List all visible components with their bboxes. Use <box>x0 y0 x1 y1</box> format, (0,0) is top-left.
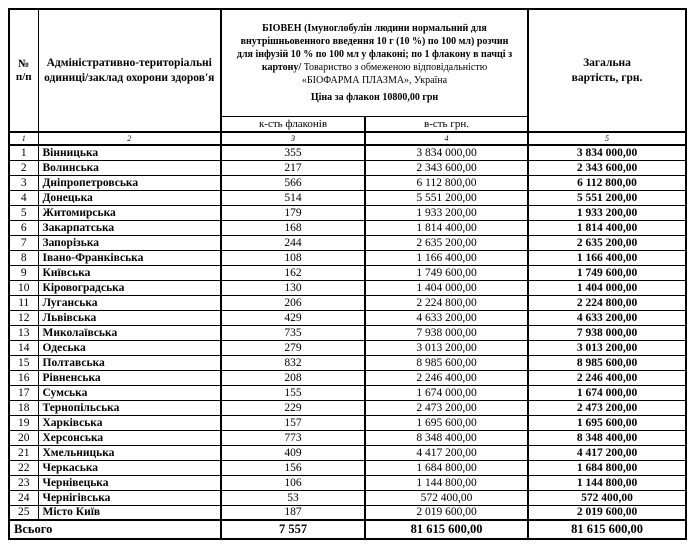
total-cost: 572 400,00 <box>528 490 686 505</box>
region-name: Миколаївська <box>38 325 221 340</box>
table-row <box>9 235 686 250</box>
row-number: 10 <box>9 280 38 295</box>
row-number: 7 <box>9 235 38 250</box>
column-number-1: 1 <box>9 132 38 145</box>
subheader-cost: в-сть грн. <box>365 116 528 132</box>
total-cost: 3 834 000,00 <box>528 145 686 160</box>
total-cost: 1 684 800,00 <box>528 460 686 475</box>
region-name: Луганська <box>38 295 221 310</box>
row-number: 21 <box>9 445 38 460</box>
region-name: Донецька <box>38 190 221 205</box>
region-name: Закарпатська <box>38 220 221 235</box>
table-body <box>9 145 686 520</box>
cost-value: 8 348 400,00 <box>365 430 528 445</box>
region-name: Полтавська <box>38 355 221 370</box>
table-row <box>9 460 686 475</box>
table-row <box>9 400 686 415</box>
col-header-total-line1: Загальна <box>583 56 631 69</box>
total-cost: 1 166 400,00 <box>528 250 686 265</box>
vial-count: 155 <box>221 385 365 400</box>
total-cost: 1 404 000,00 <box>528 280 686 295</box>
vial-count: 162 <box>221 265 365 280</box>
vial-count: 355 <box>221 145 365 160</box>
table-row <box>9 355 686 370</box>
cost-value: 1 814 400,00 <box>365 220 528 235</box>
total-cost: 1 144 800,00 <box>528 475 686 490</box>
region-name: Тернопільська <box>38 400 221 415</box>
total-cost: 2 224 800,00 <box>528 295 686 310</box>
row-number: 22 <box>9 460 38 475</box>
total-label: Всього <box>9 520 221 539</box>
total-vial-count: 7 557 <box>221 520 365 539</box>
product-manufacturer: Товариство з обмеженою відповідальністю «БІОФАРМА ПЛАЗМА», Україна <box>301 61 488 86</box>
col-header-product <box>221 9 528 116</box>
col-header-total <box>528 9 686 132</box>
table-header-row <box>9 9 686 116</box>
row-number: 23 <box>9 475 38 490</box>
cost-value: 5 551 200,00 <box>365 190 528 205</box>
col-header-num-line2: п/п <box>15 70 32 83</box>
row-number: 1 <box>9 145 38 160</box>
cost-value: 6 112 800,00 <box>365 175 528 190</box>
table-row <box>9 220 686 235</box>
total-cost: 2 019 600,00 <box>528 505 686 520</box>
vial-count: 279 <box>221 340 365 355</box>
table-row <box>9 190 686 205</box>
cost-value: 3 013 200,00 <box>365 340 528 355</box>
row-number: 3 <box>9 175 38 190</box>
column-number-4: 4 <box>365 132 528 145</box>
region-name: Запорізька <box>38 235 221 250</box>
cost-value: 2 635 200,00 <box>365 235 528 250</box>
row-number: 20 <box>9 430 38 445</box>
product-price-line: Ціна за флакон 10800,00 грн <box>310 91 439 103</box>
row-number: 6 <box>9 220 38 235</box>
region-name: Чернівецька <box>38 475 221 490</box>
row-number: 16 <box>9 370 38 385</box>
vial-count: 168 <box>221 220 365 235</box>
column-number-2: 2 <box>38 132 221 145</box>
total-cost: 2 473 200,00 <box>528 400 686 415</box>
product-description <box>232 22 517 87</box>
cost-value: 8 985 600,00 <box>365 355 528 370</box>
region-name: Вінницька <box>38 145 221 160</box>
table-row <box>9 175 686 190</box>
total-cost: 2 343 600,00 <box>528 160 686 175</box>
table-row <box>9 370 686 385</box>
cost-value: 4 633 200,00 <box>365 310 528 325</box>
total-cost: 1 814 400,00 <box>528 220 686 235</box>
cost-value: 1 749 600,00 <box>365 265 528 280</box>
region-name: Рівненська <box>38 370 221 385</box>
total-cost: 6 112 800,00 <box>528 175 686 190</box>
col-header-num <box>9 9 38 132</box>
vial-count: 187 <box>221 505 365 520</box>
vial-count: 409 <box>221 445 365 460</box>
vial-count: 108 <box>221 250 365 265</box>
column-number-5: 5 <box>528 132 686 145</box>
row-number: 25 <box>9 505 38 520</box>
cost-value: 2 473 200,00 <box>365 400 528 415</box>
total-cost: 4 633 200,00 <box>528 310 686 325</box>
cost-value: 3 834 000,00 <box>365 145 528 160</box>
vial-count: 229 <box>221 400 365 415</box>
table-row <box>9 505 686 520</box>
total-row <box>9 520 686 539</box>
region-name: Київська <box>38 265 221 280</box>
vial-count: 106 <box>221 475 365 490</box>
region-name: Чернігівська <box>38 490 221 505</box>
region-name: Волинська <box>38 160 221 175</box>
total-cost: 7 938 000,00 <box>528 325 686 340</box>
subheader-vial-count: к-сть флаконів <box>221 116 365 132</box>
column-number-3: 3 <box>221 132 365 145</box>
region-name: Харківська <box>38 415 221 430</box>
total-cost: 2 635 200,00 <box>528 235 686 250</box>
table-row <box>9 250 686 265</box>
total-cost: 2 246 400,00 <box>528 370 686 385</box>
region-name: Херсонська <box>38 430 221 445</box>
cost-value: 2 343 600,00 <box>365 160 528 175</box>
total-cost: 1 674 000,00 <box>528 385 686 400</box>
region-name: Черкаська <box>38 460 221 475</box>
table-row <box>9 295 686 310</box>
cost-value: 7 938 000,00 <box>365 325 528 340</box>
vial-count: 735 <box>221 325 365 340</box>
vial-count: 429 <box>221 310 365 325</box>
table-row <box>9 205 686 220</box>
cost-value: 1 933 200,00 <box>365 205 528 220</box>
row-number: 5 <box>9 205 38 220</box>
col-header-num-line1: № <box>18 57 30 70</box>
vial-count: 157 <box>221 415 365 430</box>
cost-value: 1 404 000,00 <box>365 280 528 295</box>
vial-count: 832 <box>221 355 365 370</box>
vial-count: 208 <box>221 370 365 385</box>
row-number: 15 <box>9 355 38 370</box>
table-row <box>9 385 686 400</box>
table-row <box>9 265 686 280</box>
cost-value: 1 166 400,00 <box>365 250 528 265</box>
row-number: 11 <box>9 295 38 310</box>
total-cost-value: 81 615 600,00 <box>365 520 528 539</box>
vial-count: 130 <box>221 280 365 295</box>
col-header-total-line2: вартість, грн. <box>571 71 643 84</box>
region-name: Львівська <box>38 310 221 325</box>
cost-value: 1 674 000,00 <box>365 385 528 400</box>
vial-count: 156 <box>221 460 365 475</box>
product-description-bold: БІОВЕН (Імуноглобулін людини нормальний для внутрішньовенного введення 10 г (10 %) по 100 мл) розчин для інфузій 10 % по 100 мл у флаконі; по 1 флакону в пачці з картону/ <box>236 22 513 73</box>
total-cost: 1 695 600,00 <box>528 415 686 430</box>
cost-value: 1 144 800,00 <box>365 475 528 490</box>
vial-count: 244 <box>221 235 365 250</box>
col-header-admin: Адміністративно-територіальні одиниці/заклад охорони здоров'я <box>38 9 221 132</box>
region-name: Івано-Франківська <box>38 250 221 265</box>
table-row <box>9 475 686 490</box>
cost-value: 2 246 400,00 <box>365 370 528 385</box>
region-name: Кіровоградська <box>38 280 221 295</box>
vial-count: 206 <box>221 295 365 310</box>
table-row <box>9 145 686 160</box>
table-row <box>9 280 686 295</box>
region-name: Одеська <box>38 340 221 355</box>
row-number: 12 <box>9 310 38 325</box>
cost-value: 1 684 800,00 <box>365 460 528 475</box>
vial-count: 217 <box>221 160 365 175</box>
distribution-table <box>8 8 687 540</box>
total-cost: 3 013 200,00 <box>528 340 686 355</box>
region-name: Сумська <box>38 385 221 400</box>
total-cost: 8 985 600,00 <box>528 355 686 370</box>
total-cost: 4 417 200,00 <box>528 445 686 460</box>
row-number: 17 <box>9 385 38 400</box>
table-row <box>9 430 686 445</box>
row-number: 24 <box>9 490 38 505</box>
vial-count: 773 <box>221 430 365 445</box>
region-name: Хмельницька <box>38 445 221 460</box>
table-row <box>9 490 686 505</box>
table-row <box>9 160 686 175</box>
row-number: 4 <box>9 190 38 205</box>
row-number: 14 <box>9 340 38 355</box>
cost-value: 2 019 600,00 <box>365 505 528 520</box>
column-numbering-row <box>9 132 686 145</box>
grand-total-cost: 81 615 600,00 <box>528 520 686 539</box>
region-name: Дніпропетровська <box>38 175 221 190</box>
row-number: 8 <box>9 250 38 265</box>
row-number: 18 <box>9 400 38 415</box>
total-cost: 8 348 400,00 <box>528 430 686 445</box>
row-number: 9 <box>9 265 38 280</box>
row-number: 19 <box>9 415 38 430</box>
cost-value: 572 400,00 <box>365 490 528 505</box>
table-row <box>9 415 686 430</box>
total-cost: 5 551 200,00 <box>528 190 686 205</box>
cost-value: 1 695 600,00 <box>365 415 528 430</box>
row-number: 2 <box>9 160 38 175</box>
cost-value: 4 417 200,00 <box>365 445 528 460</box>
vial-count: 179 <box>221 205 365 220</box>
cost-value: 2 224 800,00 <box>365 295 528 310</box>
row-number: 13 <box>9 325 38 340</box>
vial-count: 53 <box>221 490 365 505</box>
table-row <box>9 445 686 460</box>
region-name: Місто Київ <box>38 505 221 520</box>
total-cost: 1 749 600,00 <box>528 265 686 280</box>
region-name: Житомирська <box>38 205 221 220</box>
total-cost: 1 933 200,00 <box>528 205 686 220</box>
table-row <box>9 325 686 340</box>
vial-count: 566 <box>221 175 365 190</box>
table-row <box>9 340 686 355</box>
table-row <box>9 310 686 325</box>
vial-count: 514 <box>221 190 365 205</box>
